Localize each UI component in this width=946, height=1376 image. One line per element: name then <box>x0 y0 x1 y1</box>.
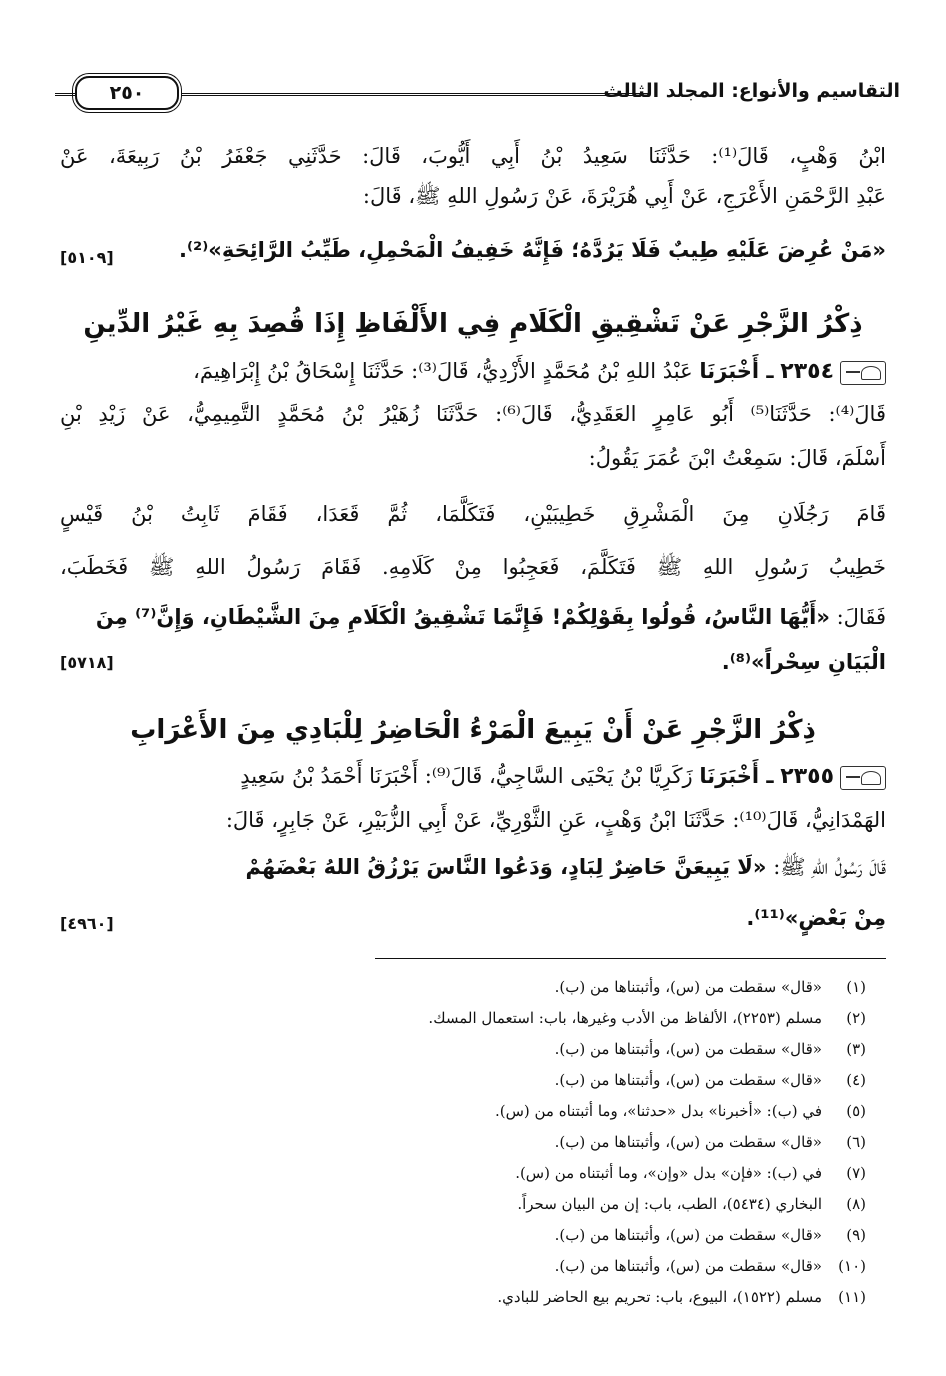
text-line <box>60 357 886 386</box>
text-line: قَامَ رَجُلَانِ مِنَ الْمَشْرِقِ خَطِيبَيْنِ، فَتَكَلَّمَا، ثُمَّ قَعَدَا، فَقَامَ ثَابِتُ بْنُ قَيْسٍ <box>60 502 886 526</box>
hadith-seal-icon <box>840 361 886 385</box>
text-line: خَطِيبُ رَسُولِ اللهِ ﷺ فَتَكَلَّمَ، فَعَجِبُوا مِنْ كَلَامِهِ. فَقَامَ رَسُولُ اللهِ ﷺ فَخَطَبَ، <box>60 555 886 579</box>
footnote <box>60 1158 866 1188</box>
hadith-text: الْبَيَانِ سِحْراً»⁽⁸⁾. <box>721 650 886 674</box>
footnote <box>60 1034 866 1064</box>
chapter-heading: ذِكْرُ الزَّجْرِ عَنْ أَنْ يَبِيعَ الْمَرْءُ الْحَاضِرُ لِلْبَادِي مِنَ الأَعْرَابِ <box>130 715 816 745</box>
hadith-text: مِنْ بَعْضٍ»⁽¹¹⁾. <box>746 906 886 930</box>
footnote-text: «قال» سقطت من (س)، وأثبتناها من (ب). <box>554 1133 822 1151</box>
hadith-seal-icon <box>840 766 886 790</box>
text-fragment: قَالَ رَسُولُ اللهِ ﷺ: <box>773 855 886 879</box>
text-line <box>60 762 886 791</box>
hadith-text: «مَنْ عُرِضَ عَلَيْهِ طِيبٌ فَلَا يَرُدَّهُ؛ فَإِنَّهُ خَفِيفُ الْمَحْمِلِ، طَيِّبُ الرَّائِحَةِ»⁽²⁾. <box>179 238 886 262</box>
text-line <box>60 853 886 881</box>
chapter-heading: ذِكْرُ الزَّجْرِ عَنْ تَشْقِيقِ الْكَلَامِ فِي الأَلْفَاظِ إِذَا قُصِدَ بِهِ غَيْرُ الدِّينِ <box>83 309 863 339</box>
footnote-number: (٨) <box>846 1195 866 1213</box>
footnote <box>60 1096 866 1126</box>
footnote <box>60 1127 866 1157</box>
reference-number: [٥٧١٨] <box>60 653 114 672</box>
footnote <box>60 1065 866 1095</box>
footnote-number: (١٠) <box>838 1257 866 1275</box>
footnote-number: (١) <box>846 978 866 996</box>
text-line: أَسْلَمَ، قَالَ: سَمِعْتُ ابْنَ عُمَرَ يَقُولُ: <box>588 446 886 470</box>
text-line: ابْنُ وَهْبٍ، قَالَ⁽¹⁾: حَدَّثَنَا سَعِيدُ بْنُ أَبِي أَيُّوبَ، قَالَ: حَدَّثَنِي جَعْفَرُ بْنُ رَبِيعَةَ، عَنْ <box>60 144 886 168</box>
footnote-text: مسلم (٢٢٥٣)، الألفاظ من الأدب وغيرها، باب: استعمال المسك. <box>428 1009 822 1027</box>
footnote-text: في (ب): «أخبرنا» بدل «حدثنا»، وما أثبتناه من (س). <box>494 1102 822 1120</box>
text-line <box>60 603 886 631</box>
text-fragment: فَقَالَ: <box>836 605 886 629</box>
footnote-text: في (ب): «فإن» بدل «وإن»، وما أثبتناه من (س). <box>515 1164 822 1182</box>
hadith-number: ٢٣٥٤ <box>780 359 834 384</box>
akhbarana-label: ـ أَخْبَرَنَا <box>699 764 774 788</box>
page-header <box>55 78 900 118</box>
footnote <box>60 1003 866 1033</box>
footnote-number: (٥) <box>846 1102 866 1120</box>
footnote-separator <box>375 958 886 959</box>
footnote-text: مسلم (١٥٢٢)، البيوع، باب: تحريم بيع الحاضر للبادي. <box>497 1288 822 1306</box>
akhbarana-label: ـ أَخْبَرَنَا <box>699 359 774 383</box>
footnote-number: (٩) <box>846 1226 866 1244</box>
footnote <box>60 1282 866 1312</box>
footnote-text: «قال» سقطت من (س)، وأثبتناها من (ب). <box>554 1040 822 1058</box>
page-number: ٢٥٠ <box>75 76 179 110</box>
isnad-text: عَبْدُ اللهِ بْنُ مُحَمَّدٍ الأَزْدِيُّ، قَالَ⁽³⁾: حَدَّثَنَا إِسْحَاقُ بْنُ إِبْرَاهِيمَ، <box>193 359 693 383</box>
text-line: عَبْدِ الرَّحْمَنِ الأَعْرَجِ، عَنْ أَبِي هُرَيْرَةَ، عَنْ رَسُولِ اللهِ ﷺ، قَالَ: <box>362 184 886 208</box>
reference-number: [٤٩٦٠] <box>60 914 114 933</box>
footnote-number: (٧) <box>846 1164 866 1182</box>
footnote-text: «قال» سقطت من (س)، وأثبتناها من (ب). <box>554 1071 822 1089</box>
text-line: قَالَ⁽⁴⁾: حَدَّثَنَا⁽⁵⁾ أَبُو عَامِرٍ العَقَدِيُّ، قَالَ⁽⁶⁾: حَدَّثَنَا زُهَيْرُ بْنُ مُحَمَّدٍ التَّمِيمِيُّ، عَنْ زَيْدِ بْنِ <box>60 402 886 426</box>
footnote-text: «قال» سقطت من (س)، وأثبتناها من (ب). <box>554 1226 822 1244</box>
running-title: التقاسيم والأنواع: المجلد الثالث <box>603 80 900 102</box>
footnote <box>60 972 866 1002</box>
reference-number: [٥١٠٩] <box>60 248 114 267</box>
isnad-text: زَكَرِيَّا بْنُ يَحْيَى السَّاجِيُّ، قَالَ⁽⁹⁾: أَخْبَرَنَا أَحْمَدُ بْنُ سَعِيدٍ <box>240 764 693 788</box>
footnote-number: (٤) <box>846 1071 866 1089</box>
footnote <box>60 1251 866 1281</box>
footnote-number: (٢) <box>846 1009 866 1027</box>
header-rule <box>180 93 650 99</box>
footnote <box>60 1189 866 1219</box>
footnote <box>60 1220 866 1250</box>
hadith-text: «لَا يَبِيعَنَّ حَاضِرٌ لِبَادٍ، وَدَعُوا النَّاسَ يَرْزُقُ اللهُ بَعْضَهُمْ <box>245 855 767 879</box>
footnote-number: (٣) <box>846 1040 866 1058</box>
text-line: الهَمْدَانِيُّ، قَالَ⁽¹⁰⁾: حَدَّثَنَا ابْنُ وَهْبٍ، عَنِ الثَّوْرِيِّ، عَنْ أَبِي الزُّبَيْرِ، عَنْ جَابِرٍ، قَالَ: <box>225 808 886 832</box>
footnote-number: (١١) <box>838 1288 866 1306</box>
footnote-text: «قال» سقطت من (س)، وأثبتناها من (ب). <box>554 978 822 996</box>
hadith-text: «أَيُّهَا النَّاسُ، قُولُوا بِقَوْلِكُمْ! فَإِنَّمَا تَشْقِيقُ الْكَلَامِ مِنَ الشَّيْطَانِ، وَإِنَّ⁽⁷⁾ مِنَ <box>95 605 830 629</box>
footnote-text: البخاري (٥٤٣٤)، الطب، باب: إن من البيان سحراً. <box>517 1195 822 1213</box>
footnote-text: «قال» سقطت من (س)، وأثبتناها من (ب). <box>554 1257 822 1275</box>
footnote-number: (٦) <box>846 1133 866 1151</box>
hadith-number: ٢٣٥٥ <box>780 764 834 789</box>
header-rule-end <box>55 93 75 99</box>
